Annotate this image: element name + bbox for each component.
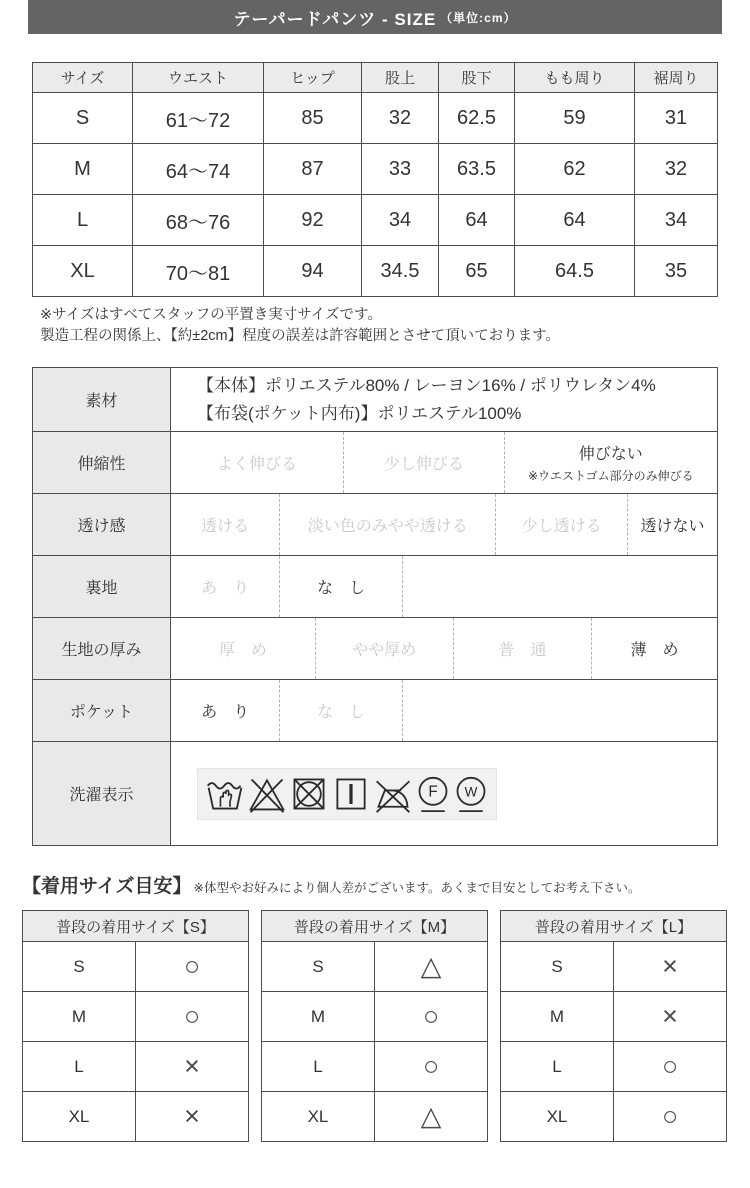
mark-cell: × (136, 1092, 249, 1142)
cell: 64 (439, 195, 515, 246)
fit-table-m (261, 910, 488, 1142)
cell: XL (33, 246, 133, 297)
table-row (23, 1042, 249, 1092)
spec-label: 素材 (33, 368, 171, 431)
spec-label: 透け感 (33, 494, 171, 555)
size-cell: M (262, 992, 375, 1042)
mark-cell: ○ (136, 942, 249, 992)
size-cell: L (501, 1042, 614, 1092)
cell: 34.5 (362, 246, 439, 297)
fit-guide-tables (22, 910, 728, 1142)
dry-clean-f-icon (415, 772, 451, 816)
size-cell: M (23, 992, 136, 1042)
fit-table-l (500, 910, 727, 1142)
cell: 92 (264, 195, 362, 246)
fit-guide-note: ※体型やお好みにより個人差がございます。あくまで目安としてお考え下さい。 (193, 881, 641, 896)
cell: 33 (362, 144, 439, 195)
cell: 63.5 (439, 144, 515, 195)
size-cell: XL (23, 1092, 136, 1142)
cell: 68〜76 (133, 195, 264, 246)
page-title-bar (28, 0, 722, 34)
size-cell: S (23, 942, 136, 992)
spec-table (32, 367, 718, 846)
table-row (23, 992, 249, 1042)
table-row (262, 942, 488, 992)
do-not-bleach-icon (247, 772, 287, 816)
cell: 64 (515, 195, 635, 246)
cell: 59 (515, 93, 635, 144)
option-cell: 厚 め (171, 618, 316, 679)
svg-text:W: W (464, 784, 478, 800)
fit-guide-heading (22, 871, 750, 898)
fit-table-header: 普段の着用サイズ【L】 (501, 911, 727, 942)
option-label: 伸びない (578, 446, 643, 464)
fit-guide-title: 【着用サイズ目安】 (22, 876, 192, 898)
mark-cell: ○ (375, 1042, 488, 1092)
mark-cell: ○ (614, 1042, 727, 1092)
cell: 31 (635, 93, 718, 144)
spec-label: ポケット (33, 680, 171, 741)
col-header-waist: ウエスト (133, 63, 264, 93)
svg-text:F: F (428, 783, 438, 801)
spec-row-sheerness (33, 494, 717, 556)
size-cell: L (262, 1042, 375, 1092)
cell: 70〜81 (133, 246, 264, 297)
cell: 62.5 (439, 93, 515, 144)
option-cell-selected: 薄 め (630, 642, 679, 660)
option-cell: 普 通 (454, 618, 592, 679)
fit-table-s (22, 910, 249, 1142)
do-not-iron-icon (373, 772, 413, 816)
size-table (32, 62, 718, 297)
do-not-tumble-dry-icon (289, 772, 329, 816)
table-row (501, 992, 727, 1042)
size-cell: XL (501, 1092, 614, 1142)
option-cell-selected: 透けない (640, 518, 705, 536)
option-cell-selected: あ り (171, 680, 280, 741)
material-line: 【本体】ポリエステル80% / レーヨン16% / ポリウレタン4% (197, 376, 656, 396)
cell: 85 (264, 93, 362, 144)
mark-cell: × (136, 1042, 249, 1092)
spec-row-thickness (33, 618, 717, 680)
unit-label: （単位:cm） (440, 10, 517, 25)
cell: 62 (515, 144, 635, 195)
material-line: 【布袋(ポケット内布)】ポリエステル100% (197, 403, 522, 423)
table-row (33, 93, 718, 144)
spec-label: 洗濯表示 (33, 742, 171, 845)
cell: 61〜72 (133, 93, 264, 144)
cell: 94 (264, 246, 362, 297)
size-cell: S (262, 942, 375, 992)
table-row (501, 1042, 727, 1092)
table-row (23, 1092, 249, 1142)
spec-label: 裏地 (33, 556, 171, 617)
option-cell: 透ける (171, 494, 280, 555)
cell: 35 (635, 246, 718, 297)
spec-row-stretch (33, 432, 717, 494)
mark-cell: ○ (375, 992, 488, 1042)
size-cell: L (23, 1042, 136, 1092)
mark-cell: × (614, 942, 727, 992)
note-line: ※サイズはすべてスタッフの平置き実寸サイズです。 (40, 307, 382, 323)
page-title: テーパードパンツ - SIZE (233, 9, 437, 29)
col-header-size: サイズ (33, 63, 133, 93)
table-row (262, 1042, 488, 1092)
option-cell-selected: な し (280, 556, 403, 617)
fit-table-header: 普段の着用サイズ【M】 (262, 911, 488, 942)
table-row (33, 195, 718, 246)
spec-row-lining (33, 556, 717, 618)
option-cell: 淡い色のみやや透ける (280, 494, 496, 555)
cell: 65 (439, 246, 515, 297)
spec-row-care (33, 742, 717, 845)
cell: S (33, 93, 133, 144)
option-cell: 少し伸びる (344, 432, 505, 493)
mark-cell: ○ (614, 1092, 727, 1142)
care-symbols-strip (197, 768, 497, 820)
wet-clean-w-icon (453, 772, 489, 816)
option-cell: 少し透ける (496, 494, 628, 555)
mark-cell: △ (375, 942, 488, 992)
option-cell-selected (505, 432, 717, 493)
size-table-header-row (33, 63, 718, 93)
cell: 34 (362, 195, 439, 246)
table-row (33, 246, 718, 297)
mark-cell: × (614, 992, 727, 1042)
empty-cell (403, 680, 717, 741)
table-row (23, 942, 249, 992)
cell: M (33, 144, 133, 195)
table-row (501, 942, 727, 992)
table-row (501, 1092, 727, 1142)
col-header-inseam: 股下 (439, 63, 515, 93)
spec-row-material (33, 368, 717, 432)
cell: 34 (635, 195, 718, 246)
col-header-hem: 裾周り (635, 63, 718, 93)
mark-cell: ○ (136, 992, 249, 1042)
cell: L (33, 195, 133, 246)
cell: 87 (264, 144, 362, 195)
option-cell: よく伸びる (171, 432, 344, 493)
spec-label: 伸縮性 (33, 432, 171, 493)
option-cell: あ り (171, 556, 280, 617)
size-cell: XL (262, 1092, 375, 1142)
col-header-thigh: もも周り (515, 63, 635, 93)
mark-cell: △ (375, 1092, 488, 1142)
hand-wash-icon (205, 772, 245, 816)
option-cell: やや厚め (316, 618, 454, 679)
option-note: ※ウエストゴム部分のみ伸びる (528, 469, 694, 484)
table-row (262, 992, 488, 1042)
table-row (262, 1092, 488, 1142)
size-cell: S (501, 942, 614, 992)
size-cell: M (501, 992, 614, 1042)
table-row (33, 144, 718, 195)
size-notes (40, 305, 750, 346)
col-header-hip: ヒップ (264, 63, 362, 93)
fit-table-header: 普段の着用サイズ【S】 (23, 911, 249, 942)
spec-row-pocket (33, 680, 717, 742)
col-header-rise: 股上 (362, 63, 439, 93)
note-line: 製造工程の関係上、【約±2cm】程度の誤差は許容範囲とさせて頂いております。 (40, 327, 560, 344)
material-text (171, 368, 717, 431)
cell: 64.5 (515, 246, 635, 297)
hang-dry-icon (331, 772, 371, 816)
spec-label: 生地の厚み (33, 618, 171, 679)
cell: 32 (635, 144, 718, 195)
empty-cell (403, 556, 717, 617)
cell: 64〜74 (133, 144, 264, 195)
option-cell: な し (280, 680, 403, 741)
cell: 32 (362, 93, 439, 144)
